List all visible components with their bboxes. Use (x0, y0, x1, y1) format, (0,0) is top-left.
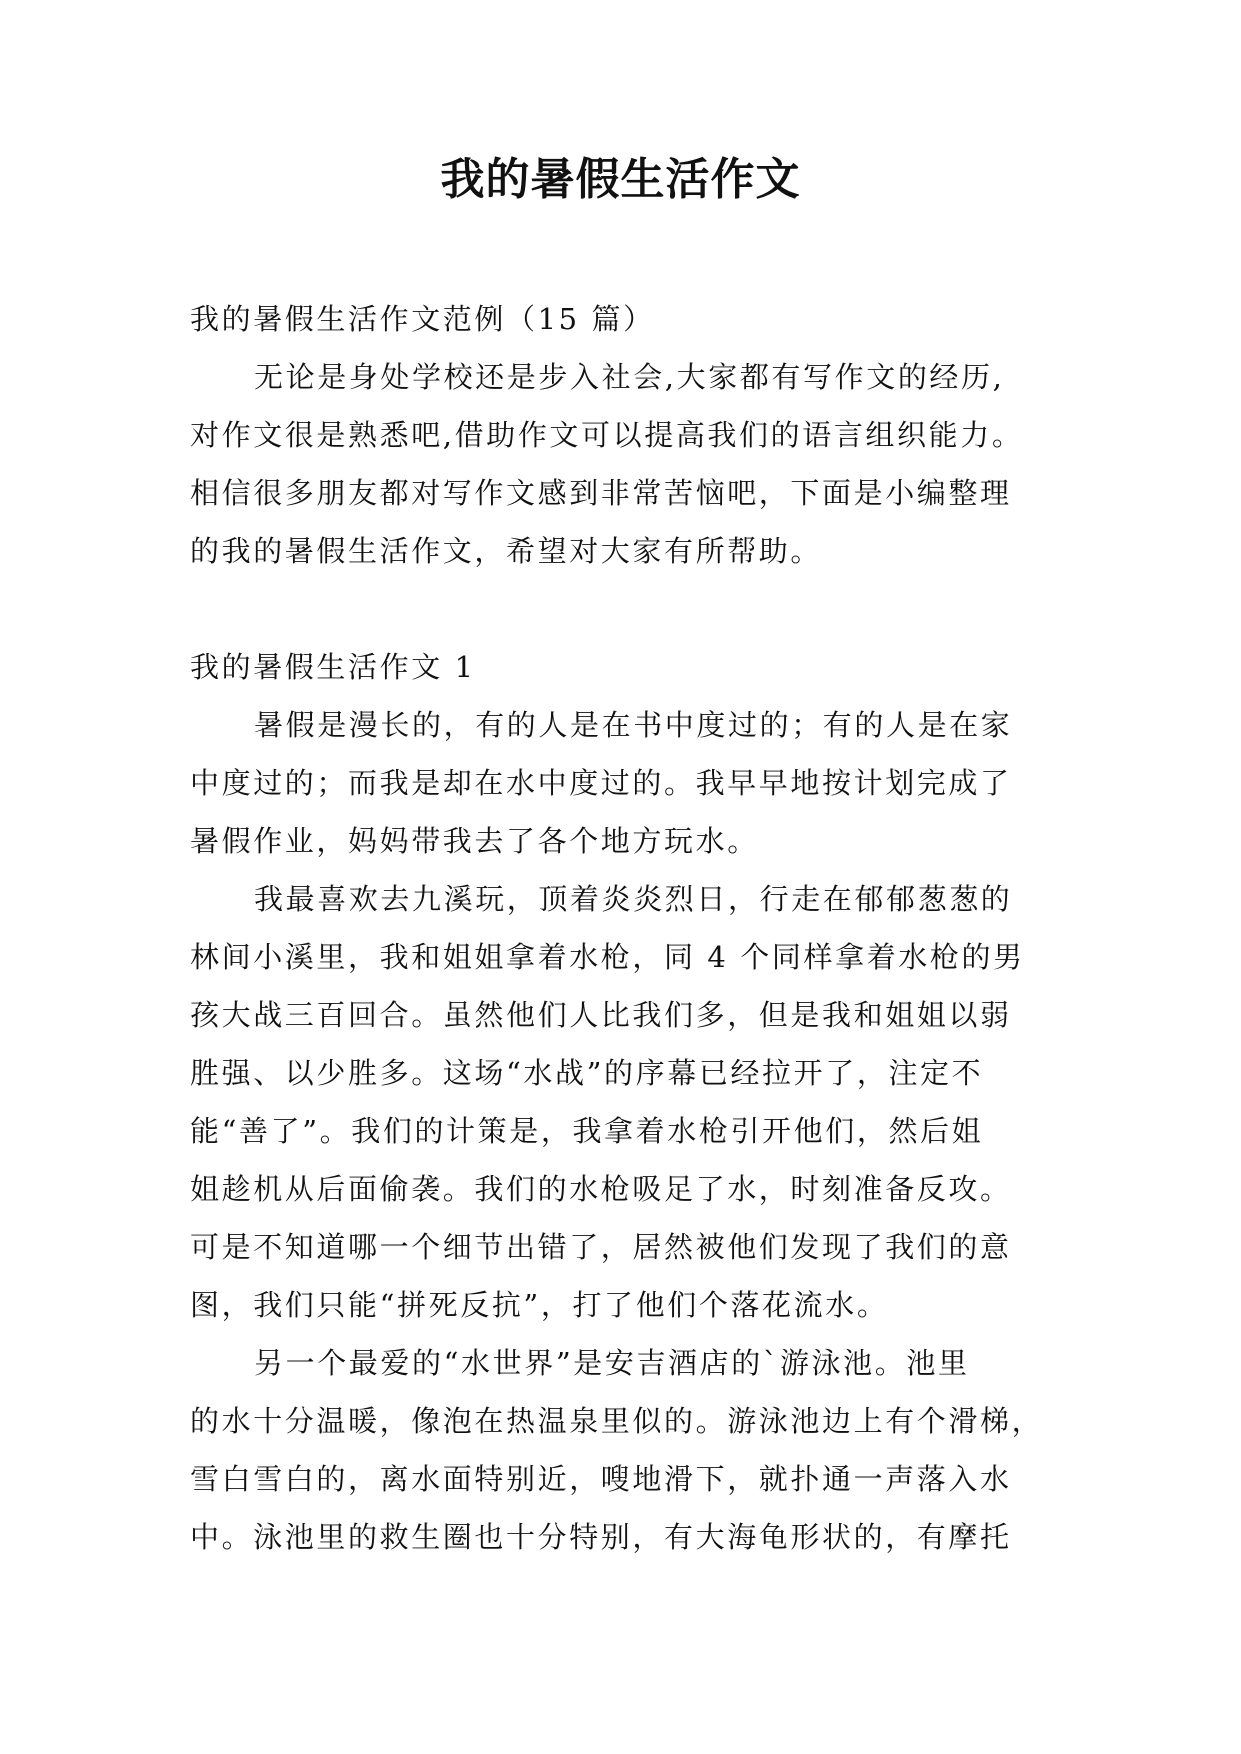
paragraph-line: 雪白雪白的，离水面特别近，嗖地滑下，就扑通一声落入水 (190, 1462, 1012, 1496)
paragraph-line: 的我的暑假生活作文，希望对大家有所帮助。 (190, 534, 823, 568)
paragraph-line: 无论是身处学校还是步入社会,大家都有写作文的经历, (254, 360, 1005, 394)
paragraph-line: 暑假是漫长的，有的人是在书中度过的；有的人是在家 (254, 708, 1013, 742)
paragraph-line: 林间小溪里，我和姐姐拿着水枪，同 4 个同样拿着水枪的男 (190, 940, 1025, 974)
paragraph-line: 可是不知道哪一个细节出错了，居然被他们发现了我们的意 (190, 1230, 1012, 1264)
section-heading: 我的暑假生活作文 1 (190, 650, 476, 684)
paragraph-line: 中度过的；而我是却在水中度过的。我早早地按计划完成了 (190, 766, 1012, 800)
paragraph-line: 孩大战三百回合。虽然他们人比我们多，但是我和姐姐以弱 (190, 998, 1012, 1032)
paragraph-line: 中。泳池里的救生圈也十分特别，有大海龟形状的，有摩托 (190, 1520, 1012, 1554)
document-body (190, 290, 1050, 1566)
paragraph-line: 暑假作业，妈妈带我去了各个地方玩水。 (190, 824, 759, 858)
paragraph-line: 另一个最爱的“水世界”是安吉酒店的`游泳池。池里 (254, 1346, 970, 1380)
subtitle-line: 我的暑假生活作文范例（15 篇） (190, 302, 655, 336)
paragraph-line: 能“善了”。我们的计策是，我拿着水枪引开他们，然后姐 (190, 1114, 984, 1148)
paragraph-gap (190, 580, 1050, 638)
paragraph-line: 图，我们只能“拼死反抗”，打了他们个落花流水。 (190, 1288, 889, 1322)
paragraph-line: 胜强、以少胜多。这场“水战”的序幕已经拉开了，注定不 (190, 1056, 984, 1090)
paragraph-line: 的水十分温暖，像泡在热温泉里似的。游泳池边上有个滑梯， (190, 1404, 1044, 1438)
paragraph-line: 姐趁机从后面偷袭。我们的水枪吸足了水，时刻准备反攻。 (190, 1172, 1012, 1206)
paragraph-line: 相信很多朋友都对写作文感到非常苦恼吧，下面是小编整理 (190, 476, 1012, 510)
paragraph-line: 对作文很是熟悉吧,借助作文可以提高我们的语言组织能力。 (190, 418, 1024, 452)
paragraph-line: 我最喜欢去九溪玩，顶着炎炎烈日，行走在郁郁葱葱的 (254, 882, 1013, 916)
document-title: 我的暑假生活作文 (440, 154, 801, 205)
